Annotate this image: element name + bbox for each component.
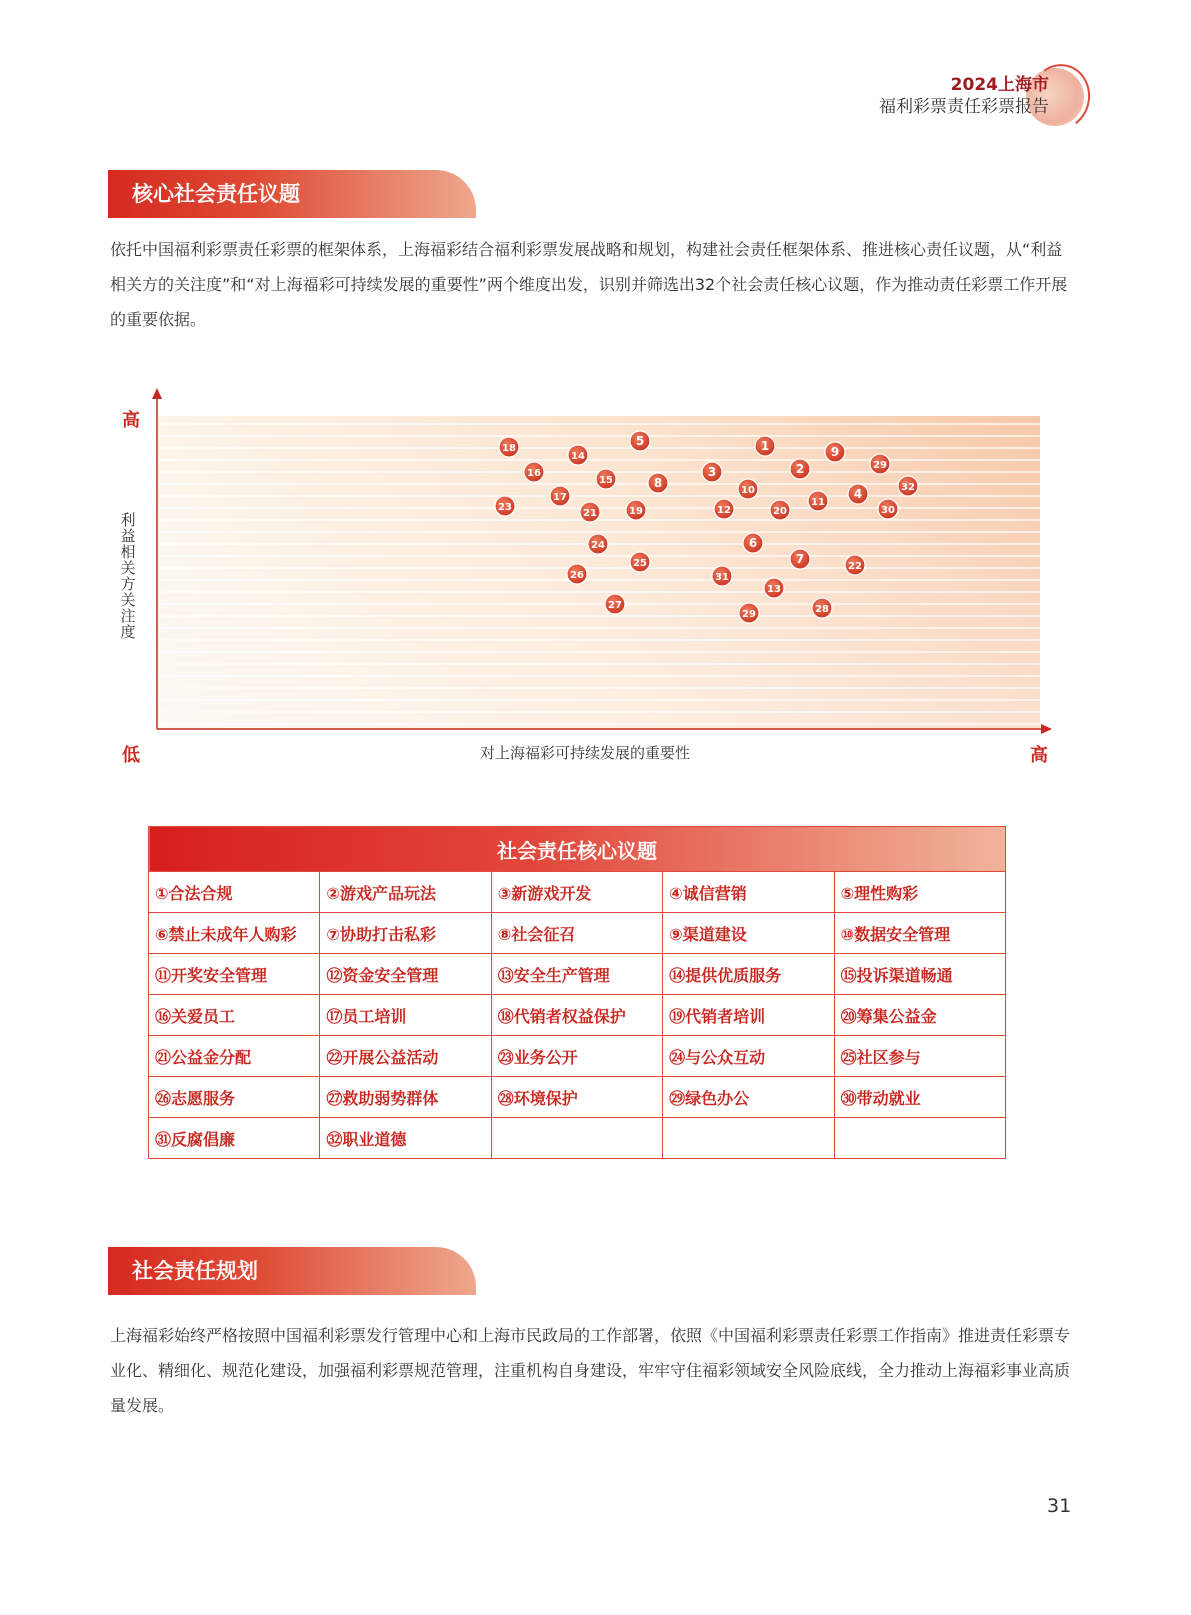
- table-cell: ③新游戏开发: [491, 872, 662, 913]
- table-cell: ⑳筹集公益金: [834, 995, 1005, 1036]
- section-banner-core-issues: 核心社会责任议题: [108, 170, 476, 218]
- matrix-point: [848, 484, 868, 504]
- matrix-point: [605, 594, 625, 614]
- table-row: [149, 1036, 1006, 1077]
- table-row: [149, 1118, 1006, 1159]
- matrix-point-label: 5: [635, 434, 645, 448]
- table-row: [149, 913, 1006, 954]
- matrix-point-label: 28: [815, 604, 829, 615]
- matrix-point: [630, 552, 650, 572]
- matrix-point-label: 14: [571, 451, 585, 462]
- section-banner-planning: 社会责任规划: [108, 1247, 476, 1295]
- table-cell: ①合法合规: [149, 872, 320, 913]
- matrix-point: [845, 555, 865, 575]
- matrix-point: [580, 502, 600, 522]
- matrix-point: [825, 442, 845, 462]
- matrix-point-label: 16: [527, 468, 541, 479]
- table-row: [149, 995, 1006, 1036]
- table-cell: ㉔与公众互动: [663, 1036, 834, 1077]
- matrix-point-label: 23: [498, 502, 512, 513]
- table-cell: ㉜职业道德: [320, 1118, 491, 1159]
- matrix-point: [588, 534, 608, 554]
- matrix-point: [743, 533, 763, 553]
- x-axis-low-label: 低: [122, 745, 140, 766]
- matrix-point: [878, 499, 898, 519]
- matrix-point-label: 18: [502, 443, 516, 454]
- matrix-point: [714, 499, 734, 519]
- matrix-point: [524, 462, 544, 482]
- table-cell: ⑭提供优质服务: [663, 954, 834, 995]
- matrix-point: [898, 476, 918, 496]
- matrix-point: [495, 496, 515, 516]
- matrix-point: [630, 431, 650, 451]
- core-issues-table: [148, 826, 1006, 1159]
- matrix-point: [702, 462, 722, 482]
- matrix-point-label: 31: [715, 572, 729, 583]
- table-cell: ㉑公益金分配: [149, 1036, 320, 1077]
- section-paragraph-planning: 上海福彩始终严格按照中国福利彩票发行管理中心和上海市民政局的工作部署，依照《中国福利彩票责任彩票工作指南》推进责任彩票专业化、精细化、规范化建设，加强福利彩票规范管理，注重机构自身建设，牢牢守住福彩领域安全风险底线，全力推动上海福彩事业高质量发展。: [110, 1326, 1071, 1415]
- matrix-point-label: 32: [901, 482, 915, 493]
- matrix-point-label: 20: [773, 506, 787, 517]
- x-axis-arrow: [1041, 724, 1052, 734]
- matrix-point: [550, 486, 570, 506]
- table-row: [149, 872, 1006, 913]
- matrix-point: [808, 491, 828, 511]
- table-cell: ⑥禁止未成年人购彩: [149, 913, 320, 954]
- matrix-point-label: 12: [717, 505, 731, 516]
- matrix-point: [770, 500, 790, 520]
- matrix-point-label: 30: [881, 505, 895, 516]
- y-axis-high-label: 高: [122, 410, 140, 431]
- matrix-point: [626, 500, 646, 520]
- table-cell: ㉕社区参与: [834, 1036, 1005, 1077]
- matrix-point: [568, 445, 588, 465]
- table-cell: ⑫资金安全管理: [320, 954, 491, 995]
- matrix-point-label: 8: [653, 476, 663, 490]
- matrix-point: [790, 459, 810, 479]
- matrix-point-label: 26: [570, 570, 584, 581]
- matrix-point-label: 15: [599, 475, 613, 486]
- table-cell: [834, 1118, 1005, 1159]
- matrix-point-label: 19: [629, 506, 643, 517]
- table-cell: ㉘环境保护: [491, 1077, 662, 1118]
- matrix-point-label: 10: [741, 485, 755, 496]
- report-subtitle: 福利彩票责任彩票报告: [879, 97, 1049, 117]
- matrix-point-label: 7: [795, 552, 805, 566]
- table-cell: ⑧社会征召: [491, 913, 662, 954]
- table-row: [149, 1077, 1006, 1118]
- table-cell: ㉗救助弱势群体: [320, 1077, 491, 1118]
- section-paragraph-core-issues: 依托中国福利彩票责任彩票的框架体系，上海福彩结合福利彩票发展战略和规划，构建社会责任框架体系、推进核心责任议题，从“利益相关方的关注度”和“对上海福彩可持续发展的重要性”两个维度出发，识别并筛选出32个社会责任核心议题，作为推动责任彩票工作开展的重要依据。: [110, 240, 1068, 329]
- table-cell: ⑮投诉渠道畅通: [834, 954, 1005, 995]
- table-cell: ㉚带动就业: [834, 1077, 1005, 1118]
- table-cell: ⑰员工培训: [320, 995, 491, 1036]
- table-cell: ⑲代销者培训: [663, 995, 834, 1036]
- matrix-point-label: 25: [633, 558, 647, 569]
- matrix-point: [499, 437, 519, 457]
- matrix-point-label: 17: [553, 492, 567, 503]
- matrix-point: [648, 473, 668, 493]
- matrix-point-label: 9: [830, 445, 840, 459]
- report-year-title: 2024上海市: [950, 75, 1049, 95]
- core-issues-table-body: [149, 872, 1006, 1159]
- matrix-point: [712, 566, 732, 586]
- matrix-point-label: 2: [795, 462, 805, 476]
- table-cell: ⑯关爱员工: [149, 995, 320, 1036]
- table-cell: ㉓业务公开: [491, 1036, 662, 1077]
- page-number: 31: [1047, 1495, 1072, 1517]
- table-row: [149, 954, 1006, 995]
- matrix-point: [812, 598, 832, 618]
- matrix-point: [596, 469, 616, 489]
- matrix-background-fade: [158, 416, 1040, 729]
- matrix-point-label: 6: [748, 536, 758, 550]
- matrix-point-label: 13: [767, 584, 781, 595]
- table-cell: ⑪开奖安全管理: [149, 954, 320, 995]
- core-issues-table-title: 社会责任核心议题: [149, 827, 1006, 872]
- x-axis-title: 对上海福彩可持续发展的重要性: [480, 744, 691, 762]
- table-cell: ㉙绿色办公: [663, 1077, 834, 1118]
- matrix-point-label: 21: [583, 508, 597, 519]
- matrix-point: [870, 454, 890, 474]
- matrix-point-label: 27: [608, 600, 622, 611]
- table-cell: ⑨渠道建设: [663, 913, 834, 954]
- matrix-point: [790, 549, 810, 569]
- table-cell: ㉒开展公益活动: [320, 1036, 491, 1077]
- matrix-point-label: 4: [853, 487, 863, 501]
- table-cell: ⑦协助打击私彩: [320, 913, 491, 954]
- matrix-point-label: 22: [848, 561, 862, 572]
- table-cell: ⑬安全生产管理: [491, 954, 662, 995]
- table-cell: ④诚信营销: [663, 872, 834, 913]
- table-cell: ⑤理性购彩: [834, 872, 1005, 913]
- table-cell: ⑩数据安全管理: [834, 913, 1005, 954]
- matrix-point-label: 29: [873, 460, 887, 471]
- matrix-point: [738, 479, 758, 499]
- table-cell: ⑱代销者权益保护: [491, 995, 662, 1036]
- table-cell: ②游戏产品玩法: [320, 872, 491, 913]
- y-axis-title: 利益相关方关注度: [120, 511, 136, 641]
- matrix-point: [764, 578, 784, 598]
- x-axis-high-label: 高: [1030, 745, 1048, 766]
- table-cell: ㉖志愿服务: [149, 1077, 320, 1118]
- y-axis-arrow: [152, 388, 162, 399]
- matrix-point-label: 11: [811, 497, 825, 508]
- table-cell: [663, 1118, 834, 1159]
- matrix-point-label: 1: [760, 439, 770, 453]
- matrix-point: [739, 603, 759, 623]
- matrix-point: [755, 436, 775, 456]
- matrix-point-label: 3: [707, 465, 717, 479]
- matrix-point: [567, 564, 587, 584]
- matrix-point-label: 29: [742, 609, 756, 620]
- table-cell: ㉛反腐倡廉: [149, 1118, 320, 1159]
- matrix-point-label: 24: [591, 540, 605, 551]
- table-cell: [491, 1118, 662, 1159]
